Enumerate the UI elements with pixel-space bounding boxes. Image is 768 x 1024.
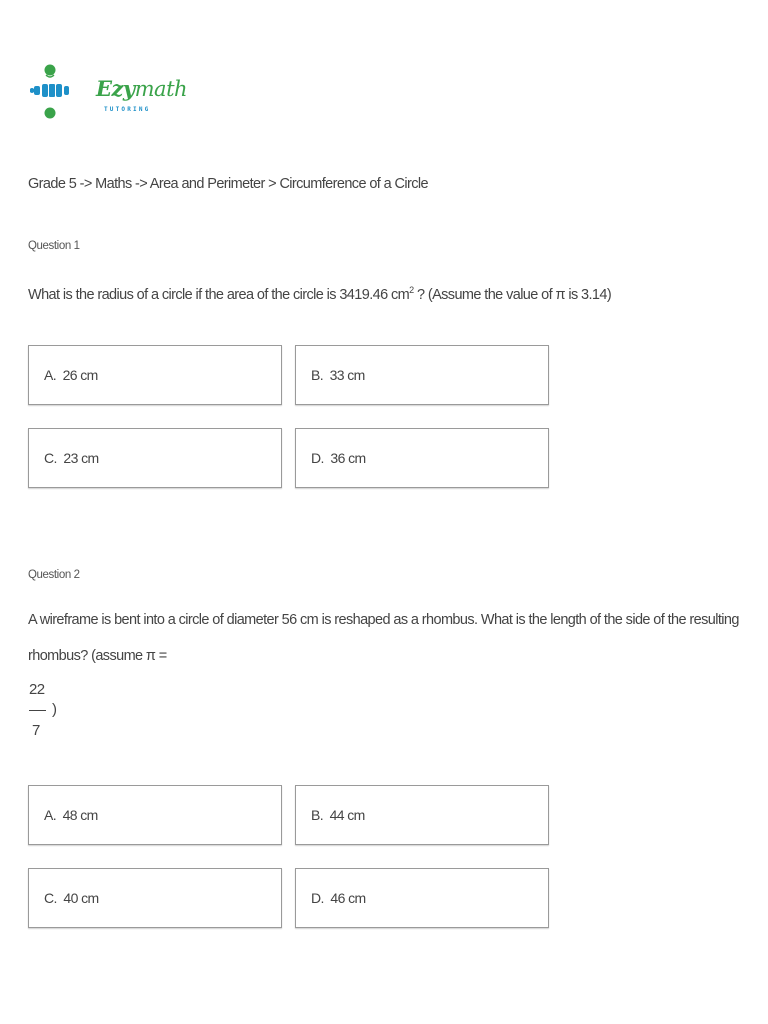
closing-paren: ) [52,701,57,718]
question-1-option-b[interactable]: B. 33 cm [295,345,549,405]
pi-fraction [28,681,68,745]
ezymath-logo[interactable] [30,62,188,124]
question-2-text-line-1: A wireframe is bent into a circle of diameter 56 cm is reshaped as a rhombus. What is the length of the side of the resulting [28,612,739,628]
logo-subtitle: TUTORING [104,106,151,113]
question-1-label: Question 1 [28,240,80,252]
question-2-option-d[interactable]: D. 46 cm [295,868,549,928]
breadcrumb: Grade 5 -> Maths -> Area and Perimeter > Circumference of a Circle [28,176,429,192]
question-1-text: What is the radius of a circle if the area of the circle is 3419.46 $cm^2$ ? (Assume the value of π is 3.14) [28,285,612,303]
question-2-option-a[interactable]: A. 48 cm [28,785,282,845]
fraction-bar [29,710,46,711]
logo-wordmark: Ezymath [96,76,188,101]
logo-mark-icon [30,62,100,124]
question-1-option-d[interactable]: D. 36 cm [295,428,549,488]
question-1-option-c[interactable]: C. 23 cm [28,428,282,488]
question-2-text-line-2: rhombus? (assume π = [28,648,167,664]
question-2-option-c[interactable]: C. 40 cm [28,868,282,928]
fraction-denominator: 7 [32,722,41,739]
question-2-label: Question 2 [28,569,80,581]
fraction-numerator: 22 [29,681,45,698]
question-1-option-a[interactable]: A. 26 cm [28,345,282,405]
question-2-option-b[interactable]: B. 44 cm [295,785,549,845]
